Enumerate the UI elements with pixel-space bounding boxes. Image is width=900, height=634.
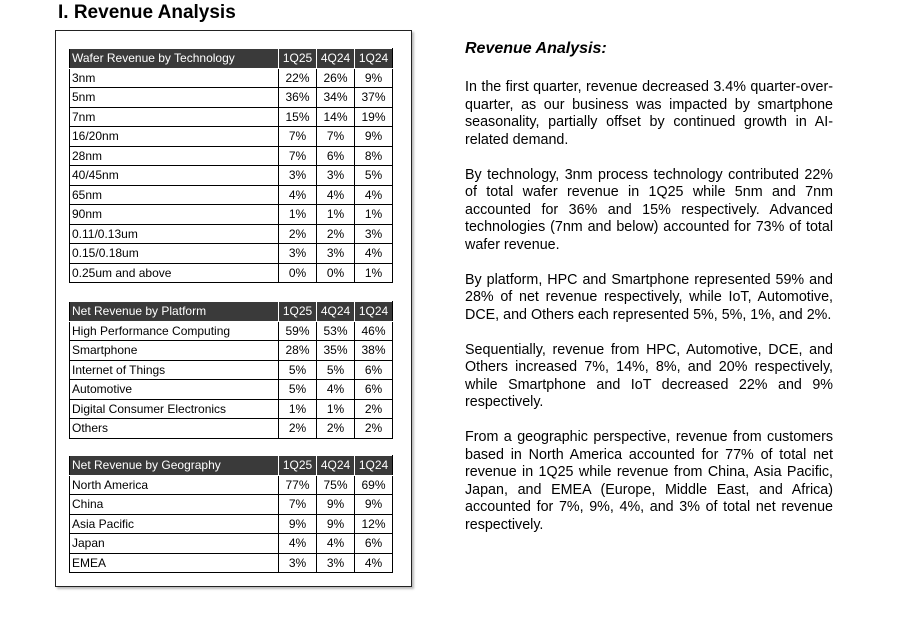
platform-revenue-table (69, 301, 393, 439)
cell-value: 1% (317, 399, 355, 419)
wafer-revenue-table (69, 48, 393, 283)
cell-value: 3% (279, 553, 317, 573)
cell-value: 1% (317, 205, 355, 225)
row-label: 0.15/0.18um (70, 244, 279, 264)
table-title: Net Revenue by Geography (70, 456, 279, 476)
cell-value: 34% (317, 88, 355, 108)
cell-value: 1% (279, 205, 317, 225)
cell-value: 38% (355, 341, 393, 361)
row-label: 3nm (70, 68, 279, 88)
column-header: 1Q25 (279, 456, 317, 476)
cell-value: 19% (355, 107, 393, 127)
column-header: 1Q25 (279, 49, 317, 69)
cell-value: 0% (317, 263, 355, 283)
table-row (70, 166, 393, 186)
analysis-paragraph: From a geographic perspective, revenue from customers based in North America accounted for 77% of total net revenue in 1Q25 while revenue from China, Asia Pacific, Japan, and EMEA (Europe, Middle East, and Africa) accounted for 7%, 9%, 4%, and 3% of total net revenue respectively. (465, 429, 833, 533)
column-header: 1Q25 (279, 302, 317, 322)
cell-value: 59% (279, 321, 317, 341)
cell-value: 53% (317, 321, 355, 341)
row-label: 28nm (70, 146, 279, 166)
table-title: Wafer Revenue by Technology (70, 49, 279, 69)
row-label: Asia Pacific (70, 514, 279, 534)
table-row (70, 263, 393, 283)
cell-value: 6% (317, 146, 355, 166)
row-label: Others (70, 419, 279, 439)
analysis-column (465, 38, 833, 552)
cell-value: 4% (279, 185, 317, 205)
cell-value: 5% (317, 360, 355, 380)
cell-value: 2% (279, 419, 317, 439)
table-row (70, 224, 393, 244)
table-row (70, 127, 393, 147)
analysis-paragraph: In the first quarter, revenue decreased 3.4% quarter-over-quarter, as our business was impacted by smartphone seasonality, partially offset by continued growth in AI-related demand. (465, 79, 833, 148)
row-label: 16/20nm (70, 127, 279, 147)
cell-value: 3% (317, 553, 355, 573)
table-row (70, 419, 393, 439)
cell-value: 4% (279, 534, 317, 554)
row-label: Internet of Things (70, 360, 279, 380)
column-header: 1Q24 (355, 456, 393, 476)
cell-value: 1% (355, 205, 393, 225)
analysis-paragraph: Sequentially, revenue from HPC, Automotive, DCE, and Others increased 7%, 14%, 8%, and 20% respectively, while Smartphone and IoT decreased 22% and 9% respectively. (465, 341, 833, 410)
table-row (70, 88, 393, 108)
cell-value: 26% (317, 68, 355, 88)
cell-value: 37% (355, 88, 393, 108)
row-label: 0.25um and above (70, 263, 279, 283)
cell-value: 7% (279, 127, 317, 147)
cell-value: 4% (355, 553, 393, 573)
analysis-paragraph: By platform, HPC and Smartphone represented 59% and 28% of net revenue respectively, while IoT, Automotive, DCE, and Others each represented 5%, 5%, 1%, and 2%. (465, 271, 833, 323)
cell-value: 12% (355, 514, 393, 534)
table-row (70, 68, 393, 88)
cell-value: 9% (355, 495, 393, 515)
cell-value: 4% (355, 185, 393, 205)
table-row (70, 380, 393, 400)
cell-value: 2% (317, 224, 355, 244)
row-label: China (70, 495, 279, 515)
cell-value: 28% (279, 341, 317, 361)
cell-value: 6% (355, 534, 393, 554)
cell-value: 5% (355, 166, 393, 186)
row-label: 65nm (70, 185, 279, 205)
cell-value: 2% (317, 419, 355, 439)
table-title: Net Revenue by Platform (70, 302, 279, 322)
table-row (70, 107, 393, 127)
row-label: North America (70, 475, 279, 495)
cell-value: 3% (317, 244, 355, 264)
geography-revenue-table (69, 455, 393, 573)
analysis-heading: Revenue Analysis: (465, 40, 607, 57)
cell-value: 69% (355, 475, 393, 495)
column-header: 4Q24 (317, 302, 355, 322)
table-row (70, 341, 393, 361)
cell-value: 4% (355, 244, 393, 264)
row-label: Automotive (70, 380, 279, 400)
cell-value: 1% (355, 263, 393, 283)
row-label: High Performance Computing (70, 321, 279, 341)
table-row (70, 553, 393, 573)
column-header: 4Q24 (317, 49, 355, 69)
row-label: 40/45nm (70, 166, 279, 186)
cell-value: 4% (317, 185, 355, 205)
cell-value: 36% (279, 88, 317, 108)
cell-value: 35% (317, 341, 355, 361)
cell-value: 14% (317, 107, 355, 127)
cell-value: 77% (279, 475, 317, 495)
table-row (70, 205, 393, 225)
row-label: 0.11/0.13um (70, 224, 279, 244)
table-row (70, 495, 393, 515)
cell-value: 46% (355, 321, 393, 341)
cell-value: 4% (317, 380, 355, 400)
cell-value: 2% (279, 224, 317, 244)
cell-value: 8% (355, 146, 393, 166)
analysis-paragraph: By technology, 3nm process technology contributed 22% of total wafer revenue in 1Q25 while 5nm and 7nm accounted for 36% and 15% respectively. Advanced technologies (7nm and below) accounted for 73% of total wafer revenue. (465, 166, 833, 253)
cell-value: 9% (317, 514, 355, 534)
cell-value: 7% (279, 146, 317, 166)
cell-value: 7% (279, 495, 317, 515)
cell-value: 2% (355, 419, 393, 439)
row-label: 90nm (70, 205, 279, 225)
cell-value: 4% (317, 534, 355, 554)
cell-value: 22% (279, 68, 317, 88)
section-title: I. Revenue Analysis (58, 2, 236, 23)
table-row (70, 146, 393, 166)
table-row (70, 321, 393, 341)
cell-value: 3% (279, 166, 317, 186)
cell-value: 9% (355, 127, 393, 147)
table-header-row (70, 456, 393, 476)
cell-value: 9% (279, 514, 317, 534)
table-row (70, 360, 393, 380)
cell-value: 15% (279, 107, 317, 127)
cell-value: 7% (317, 127, 355, 147)
row-label: 5nm (70, 88, 279, 108)
cell-value: 9% (355, 68, 393, 88)
cell-value: 5% (279, 360, 317, 380)
cell-value: 3% (279, 244, 317, 264)
cell-value: 0% (279, 263, 317, 283)
table-header-row (70, 49, 393, 69)
cell-value: 6% (355, 380, 393, 400)
cell-value: 3% (317, 166, 355, 186)
cell-value: 9% (317, 495, 355, 515)
row-label: Japan (70, 534, 279, 554)
cell-value: 3% (355, 224, 393, 244)
row-label: 7nm (70, 107, 279, 127)
cell-value: 1% (279, 399, 317, 419)
cell-value: 2% (355, 399, 393, 419)
cell-value: 75% (317, 475, 355, 495)
table-row (70, 475, 393, 495)
column-header: 1Q24 (355, 302, 393, 322)
row-label: EMEA (70, 553, 279, 573)
row-label: Smartphone (70, 341, 279, 361)
row-label: Digital Consumer Electronics (70, 399, 279, 419)
column-header: 4Q24 (317, 456, 355, 476)
cell-value: 5% (279, 380, 317, 400)
table-row (70, 244, 393, 264)
cell-value: 6% (355, 360, 393, 380)
table-row (70, 399, 393, 419)
table-row (70, 185, 393, 205)
table-row (70, 534, 393, 554)
table-row (70, 514, 393, 534)
table-header-row (70, 302, 393, 322)
column-header: 1Q24 (355, 49, 393, 69)
